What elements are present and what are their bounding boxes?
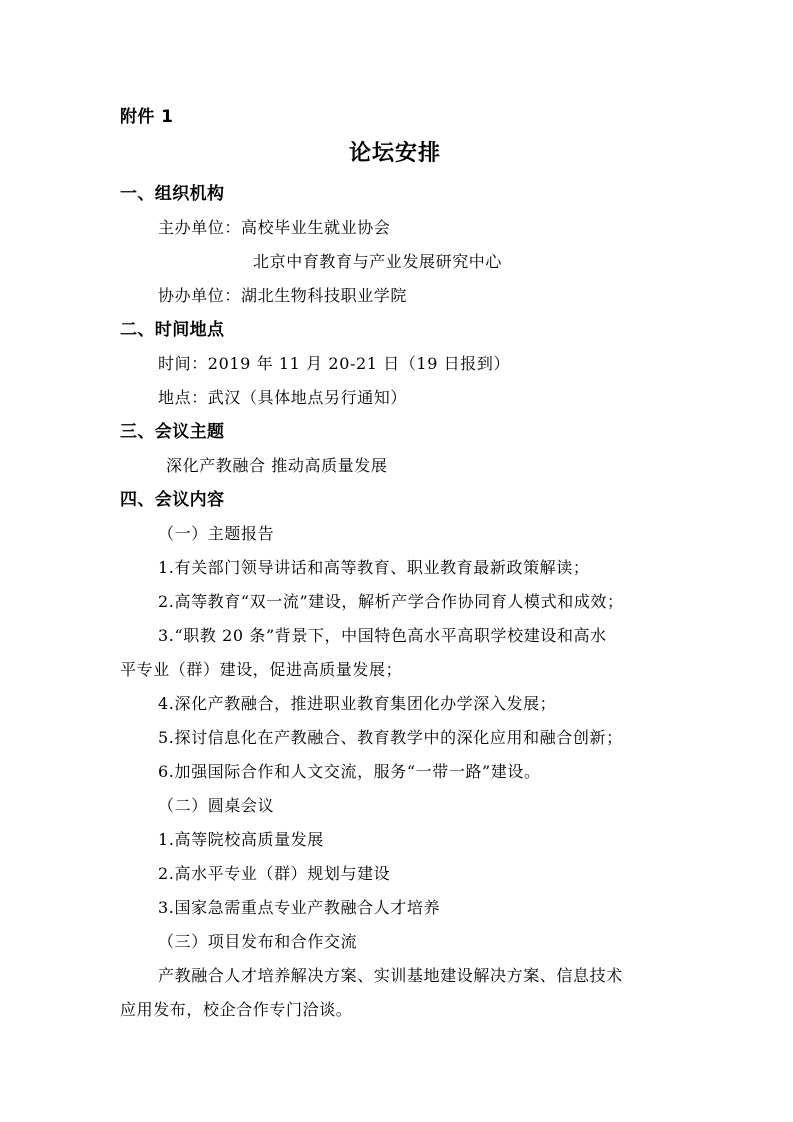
co-host-line: 协办单位：湖北生物科技职业学院 — [158, 286, 408, 305]
section-heading-time-place: 二、时间地点 — [120, 320, 225, 340]
subheading-roundtable: （二）圆桌会议 — [158, 796, 275, 815]
section-heading-organization: 一、组织机构 — [120, 184, 225, 204]
list-item: 2.高水平专业（群）规划与建设 — [158, 864, 391, 883]
host-line-1: 主办单位：高校毕业生就业协会 — [158, 218, 391, 237]
list-item: 1.高等院校高质量发展 — [158, 830, 324, 849]
place-line: 地点：武汉（具体地点另行通知） — [158, 388, 408, 407]
list-item: 1.有关部门领导讲话和高等教育、职业教育最新政策解读； — [158, 558, 590, 577]
time-line: 时间：2019 年 11 月 20-21 日（19 日报到） — [158, 354, 511, 373]
attachment-label: 附件 1 — [120, 107, 174, 127]
theme-line: 深化产教融合 推动高质量发展 — [166, 456, 388, 475]
subheading-keynote: （一）主题报告 — [158, 524, 275, 543]
list-item: 4.深化产教融合，推进职业教育集团化办学深入发展； — [158, 694, 557, 713]
list-item: 2.高等教育“双一流”建设，解析产学合作协同育人模式和成效； — [158, 592, 624, 611]
paragraph-line: 应用发布，校企合作专门洽谈。 — [120, 1000, 353, 1019]
subheading-project-release: （三）项目发布和合作交流 — [158, 932, 358, 951]
list-item-continuation: 平专业（群）建设，促进高质量发展； — [120, 660, 403, 679]
list-item: 3.“职教 20 条”背景下，中国特色高水平高职学校建设和高水 — [158, 626, 607, 645]
page-title: 论坛安排 — [349, 141, 442, 166]
paragraph-line: 产教融合人才培养解决方案、实训基地建设解决方案、信息技术 — [158, 966, 623, 985]
host-line-2: 北京中育教育与产业发展研究中心 — [253, 252, 503, 271]
section-heading-theme: 三、会议主题 — [120, 422, 225, 442]
list-item: 6.加强国际合作和人文交流，服务“一带一路”建设。 — [158, 762, 541, 781]
list-item: 5.探讨信息化在产教融合、教育教学中的深化应用和融合创新； — [158, 728, 623, 747]
section-heading-content: 四、会议内容 — [120, 490, 225, 510]
list-item: 3.国家急需重点专业产教融合人才培养 — [158, 898, 441, 917]
